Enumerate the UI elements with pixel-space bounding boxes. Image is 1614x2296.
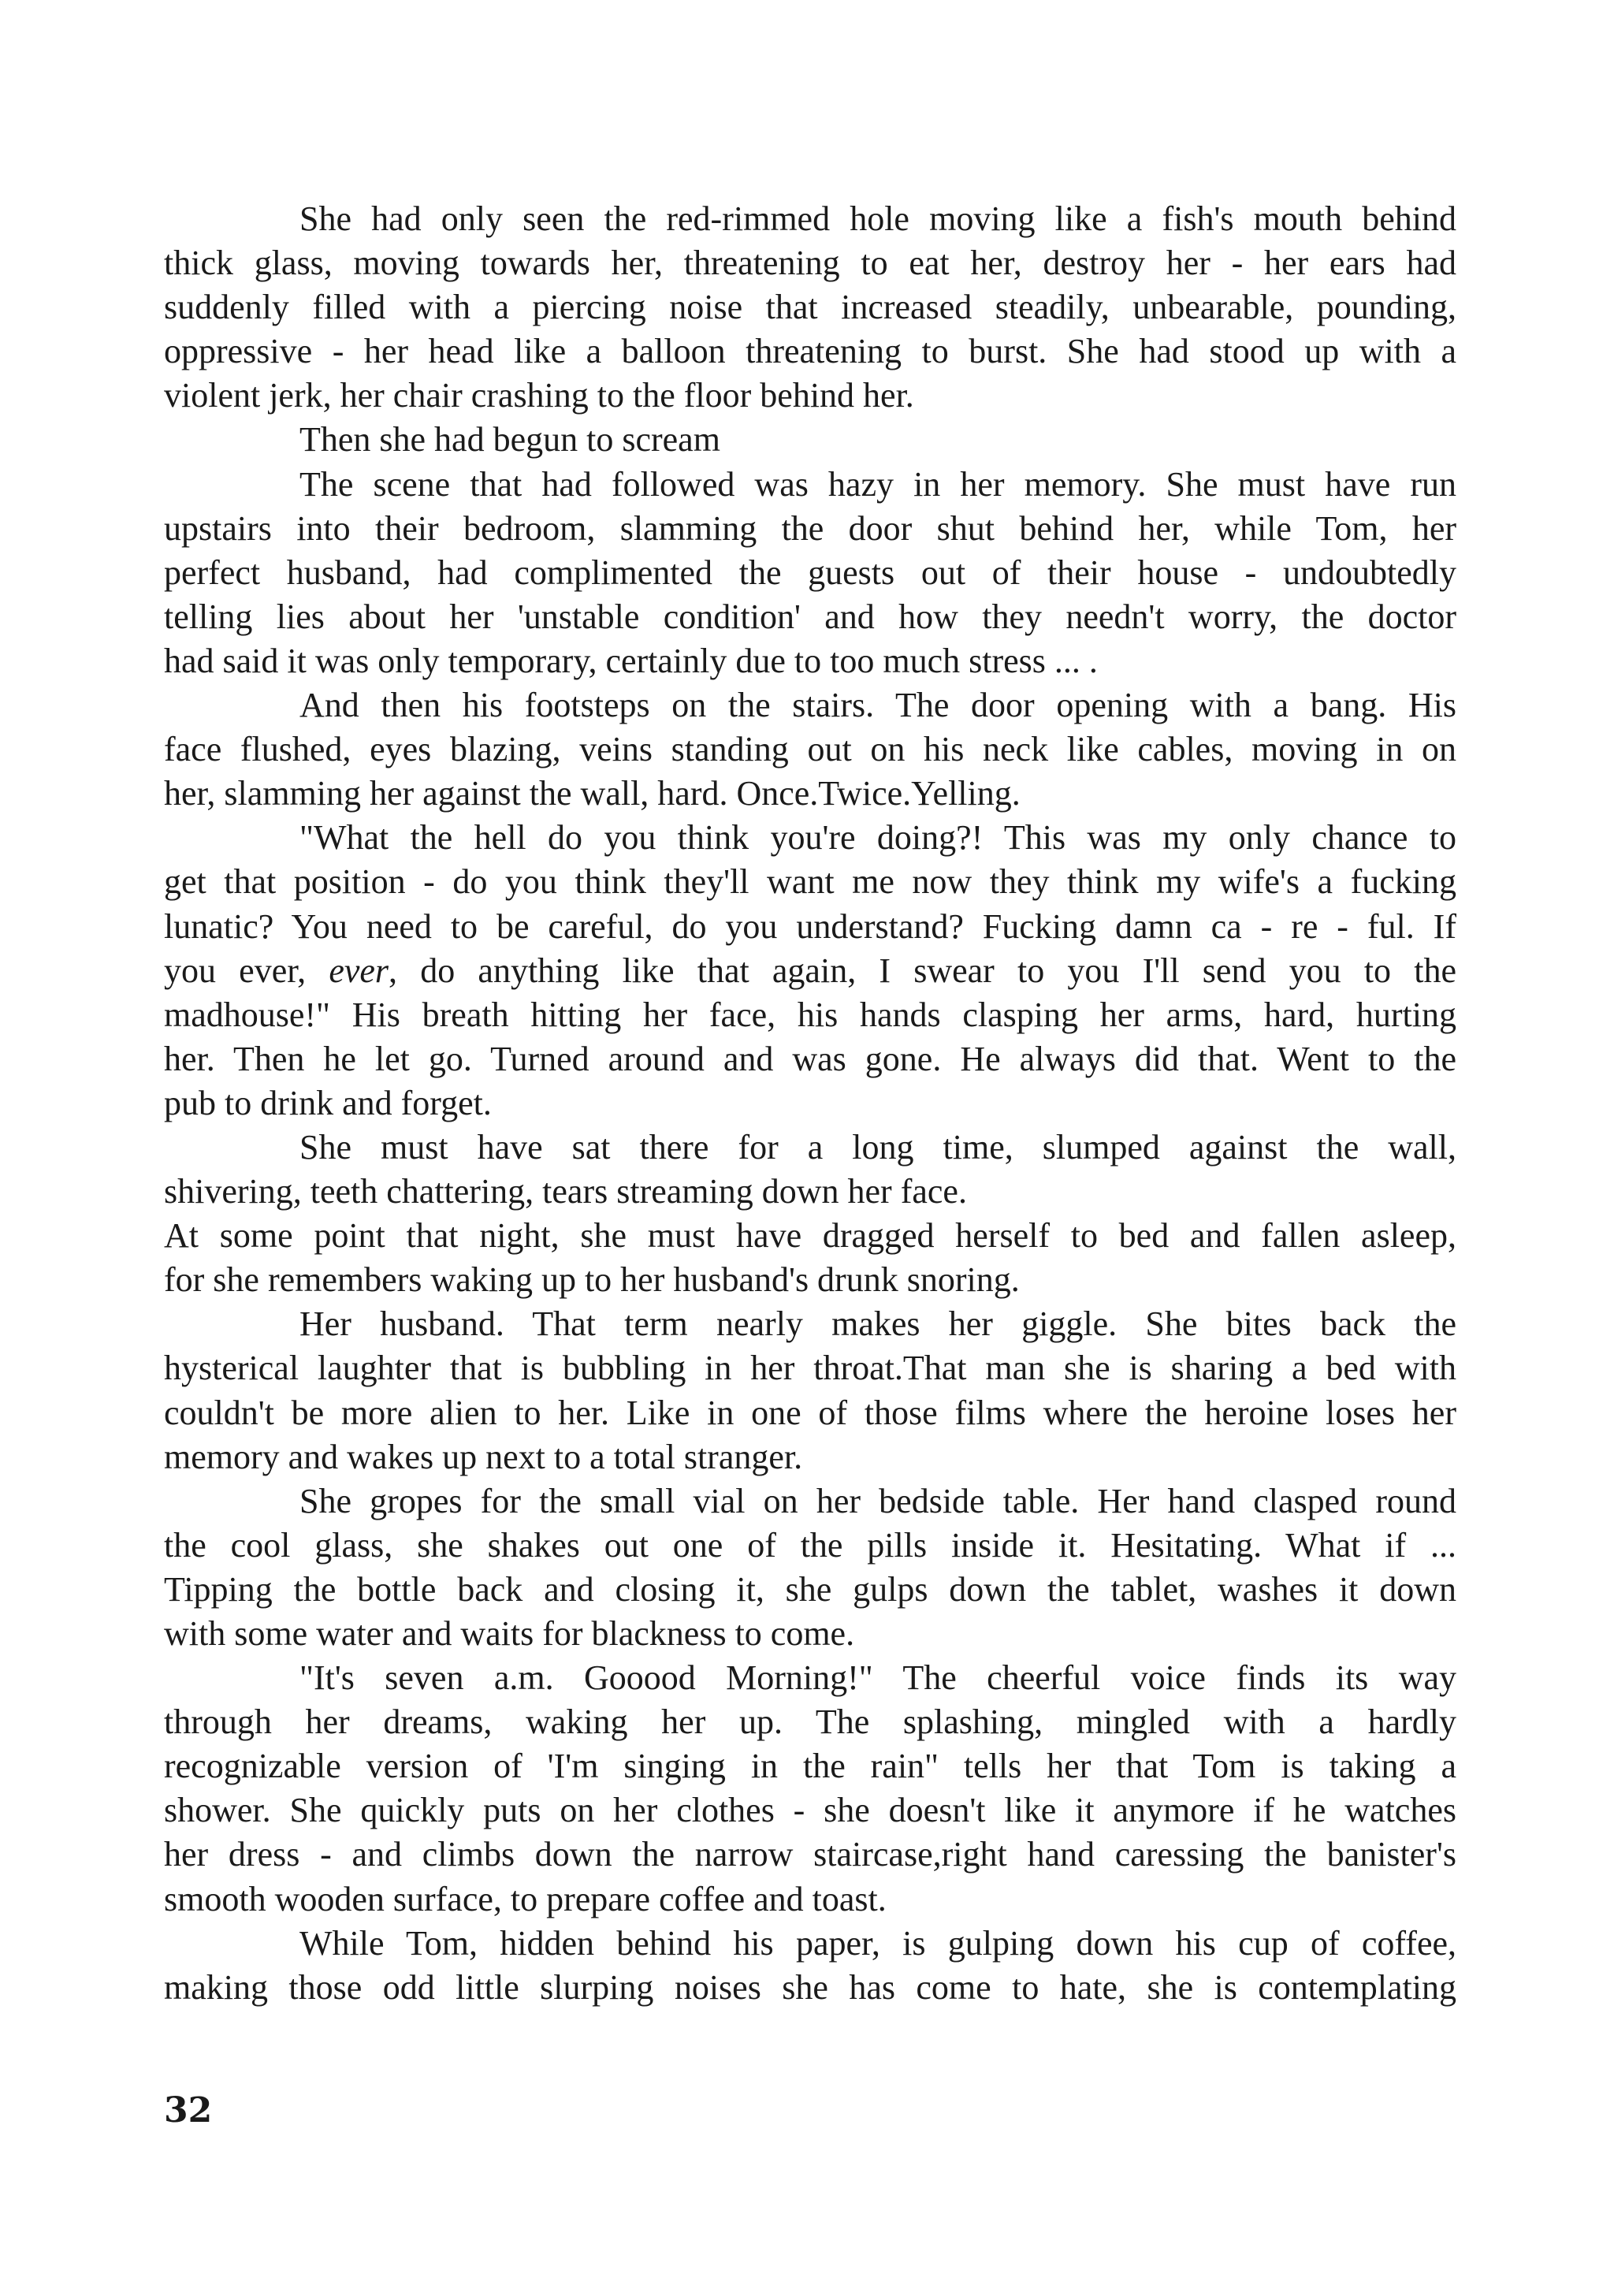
text-line: shower. She quickly puts on her clothes - she doesn't like it anymore if he watches [164, 1791, 1456, 1830]
text-line [164, 949, 1456, 993]
text-line: hysterical laughter that is bubbling in her throat.That man she is sharing a bed with [164, 1349, 1456, 1388]
text-line: She must have sat there for a long time, slumped against the wall, [299, 1127, 1456, 1167]
text-line: The scene that had followed was hazy in her memory. She must have run [299, 464, 1456, 504]
text-line: smooth wooden surface, to prepare coffee and toast. [164, 1879, 887, 1918]
text-line: for she remembers waking up to her husband's drunk snoring. [164, 1260, 1020, 1300]
text-line: had said it was only temporary, certainly due to too much stress ... . [164, 641, 1098, 680]
text-line: get that position - do you think they'll want me now they think my wife's a fucking [164, 862, 1456, 902]
text-line: shivering, teeth chattering, tears streaming down her face. [164, 1172, 967, 1211]
text-line: Tipping the bottle back and closing it, she gulps down the tablet, washes it down [164, 1569, 1456, 1609]
text-line: oppressive - her head like a balloon threatening to burst. She had stood up with a [164, 332, 1456, 371]
text-line: the cool glass, she shakes out one of the pills inside it. Hesitating. What if ... [164, 1525, 1456, 1565]
text-line: making those odd little slurping noises she has come to hate, she is contemplating [164, 1967, 1456, 2007]
emphasized-word: ever [329, 951, 389, 990]
text-line: "It's seven a.m. Gooood Morning!" The cheerful voice finds its way [299, 1658, 1456, 1698]
text-line: lunatic? You need to be careful, do you understand? Fucking damn ca - re - ful. If [164, 906, 1456, 946]
text-line: telling lies about her 'unstable condition' and how they needn't worry, the doctor [164, 597, 1456, 636]
text-line: She had only seen the red-rimmed hole moving like a fish's mouth behind [299, 199, 1456, 238]
story-text [164, 197, 1456, 2010]
text-line: face flushed, eyes blazing, veins standing out on his neck like cables, moving in on [164, 730, 1456, 769]
text-run: , do anything like that again, I swear to you I'll send you to the [389, 951, 1456, 990]
text-line: memory and wakes up next to a total stranger. [164, 1437, 803, 1476]
text-line: recognizable version of 'I'm singing in the rain" tells her that Tom is taking a [164, 1747, 1456, 1786]
text-line: her, slamming her against the wall, hard. Once.Twice.Yelling. [164, 774, 1021, 813]
text-line: couldn't be more alien to her. Like in one of those films where the heroine loses her [164, 1393, 1456, 1432]
text-line: suddenly filled with a piercing noise that increased steadily, unbearable, pounding, [164, 288, 1456, 327]
text-line: through her dreams, waking her up. The splashing, mingled with a hardly [164, 1702, 1456, 1742]
text-line: her. Then he let go. Turned around and was gone. He always did that. Went to the [164, 1039, 1456, 1078]
text-line: with some water and waits for blackness to come. [164, 1614, 855, 1653]
text-line: "What the hell do you think you're doing?! This was my only chance to [299, 818, 1456, 858]
text-line: Her husband. That term nearly makes her giggle. She bites back the [299, 1304, 1456, 1344]
text-line: madhouse!" His breath hitting her face, his hands clasping her arms, hard, hurting [164, 995, 1456, 1034]
text-line: pub to drink and forget. [164, 1083, 492, 1122]
text-line: upstairs into their bedroom, slamming the door shut behind her, while Tom, her [164, 508, 1456, 548]
text-line: She gropes for the small vial on her bedside table. Her hand clasped round [299, 1481, 1456, 1520]
text-line: violent jerk, her chair crashing to the floor behind her. [164, 376, 914, 415]
page-number: 32 [164, 2090, 213, 2130]
text-line: thick glass, moving towards her, threatening to eat her, destroy her - her ears had [164, 244, 1456, 283]
text-line: While Tom, hidden behind his paper, is gulping down his cup of coffee, [299, 1923, 1456, 1963]
text-line: At some point that night, she must have dragged herself to bed and fallen asleep, [164, 1216, 1456, 1256]
text-line: And then his footsteps on the stairs. The door opening with a bang. His [299, 686, 1456, 725]
text-line: perfect husband, had complimented the guests out of their house - undoubtedly [164, 553, 1456, 592]
text-run: you ever, [164, 951, 329, 990]
text-line: her dress - and climbs down the narrow staircase,right hand caressing the banister's [164, 1835, 1456, 1874]
text-line: Then she had begun to scream [299, 420, 720, 460]
